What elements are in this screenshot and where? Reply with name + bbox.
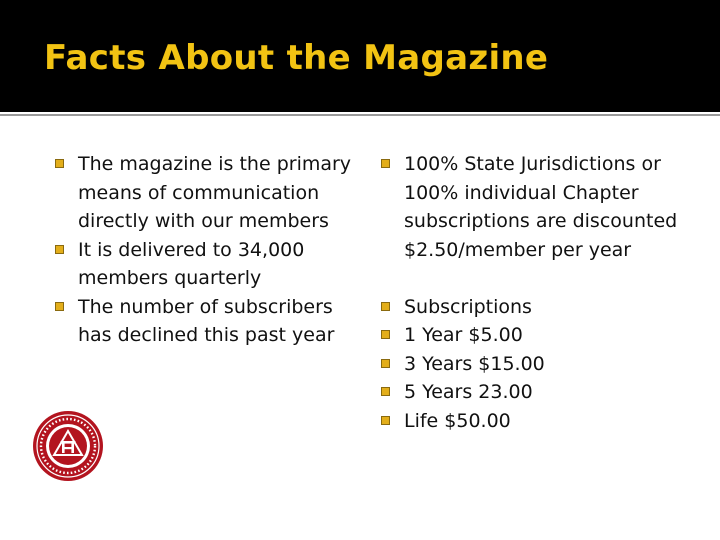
bullet-item: [378, 293, 700, 322]
bullet-item: [378, 378, 700, 407]
bullet-item: [378, 350, 700, 379]
bullet-text: It is delivered to 34,000 members quarterly: [78, 238, 305, 289]
bullet-item: [52, 293, 352, 350]
bullet-text: The number of subscribers has declined this past year: [78, 295, 335, 346]
bullet-text: 1 Year $5.00: [404, 324, 523, 346]
square-bullet-icon: [55, 302, 64, 311]
title-divider: [0, 114, 720, 116]
slide-title: Facts About the Magazine: [44, 38, 549, 78]
square-bullet-icon: [381, 159, 390, 168]
square-bullet-icon: [381, 387, 390, 396]
list-spacer: [378, 264, 700, 293]
square-bullet-icon: [381, 359, 390, 368]
bullet-item: [52, 150, 352, 236]
bullet-text: 100% State Jurisdictions or 100% individual Chapter subscriptions are discounted $2.50/member per year: [404, 153, 678, 261]
bullet-text: Subscriptions: [404, 295, 532, 318]
square-bullet-icon: [55, 159, 64, 168]
royal-arch-masons-seal-icon: [32, 410, 104, 482]
square-bullet-icon: [381, 330, 390, 339]
bullet-text: Life $50.00: [404, 409, 511, 432]
bullet-text: The magazine is the primary means of communication directly with our members: [78, 153, 352, 232]
bullet-text: 5 Years 23.00: [404, 381, 533, 403]
bullet-item: [378, 407, 700, 436]
square-bullet-icon: [381, 416, 390, 425]
bullet-item: [52, 236, 352, 293]
title-bar: [0, 0, 720, 112]
bullet-item: [378, 321, 700, 350]
square-bullet-icon: [381, 302, 390, 311]
bullet-text: 3 Years $15.00: [404, 352, 545, 375]
left-bullet-list: [52, 150, 352, 350]
bullet-item: [378, 150, 700, 264]
right-bullet-list: [378, 150, 700, 435]
square-bullet-icon: [55, 245, 64, 254]
